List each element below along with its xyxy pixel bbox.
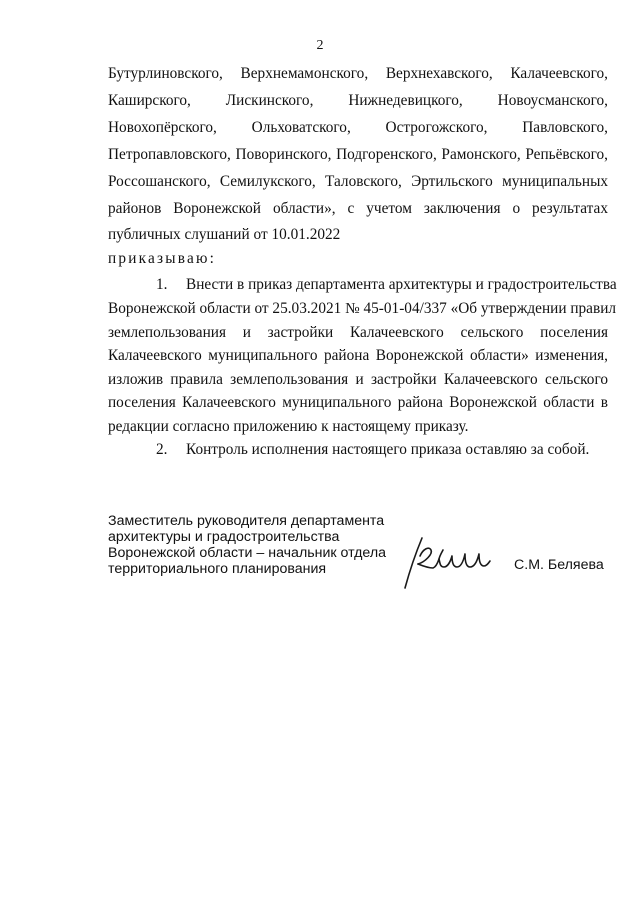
body-line: публичных слушаний от 10.01.2022 [108,226,341,243]
item-line: изложив правила землепользования и застройки Калачеевского сельского [108,371,608,388]
item-line: Воронежской области от 25.03.2021 № 45-01-04/337 «Об утверждении правил [108,300,617,317]
signer-title-line: территориального планирования [108,561,327,577]
item-line: Внести в приказ департамента архитектуры и градостроительства [186,276,617,293]
item-line: Калачеевского муниципального района Воронежской области» изменения, [108,347,608,364]
signer-name: С.М. Беляева [514,557,604,573]
handwritten-signature-icon [398,532,494,594]
order-word: приказываю: [108,250,217,267]
body-line: Новохопёрского, Ольховатского, Острогожского, Павловского, [108,119,608,136]
signer-title-line: Заместитель руководителя департамента [108,513,385,529]
body-line: районов Воронежской области», с учетом заключения о результатах [108,200,608,217]
body-line: Каширского, Лискинского, Нижнедевицкого, Новоусманского, [108,92,608,109]
signer-title-line: архитектуры и градостроительства [108,529,340,545]
page-number: 2 [316,38,324,53]
item-number: 2. [156,441,168,458]
item-line: поселения Калачеевского муниципального района Воронежской области в [108,394,608,411]
body-line: Россошанского, Семилукского, Таловского, Эртильского муниципальных [108,173,608,190]
item-line: редакции согласно приложению к настоящему приказу. [108,418,469,435]
body-line: Петропавловского, Поворинского, Подгоренского, Рамонского, Репьёвского, [108,146,608,163]
body-line: Бутурлиновского, Верхнемамонского, Верхнехавского, Калачеевского, [108,65,608,82]
item-line: Контроль исполнения настоящего приказа оставляю за собой. [186,441,590,458]
item-line: землепользования и застройки Калачеевского сельского поселения [108,324,608,341]
item-number: 1. [156,276,168,293]
signer-title-line: Воронежской области – начальник отдела [108,545,386,561]
